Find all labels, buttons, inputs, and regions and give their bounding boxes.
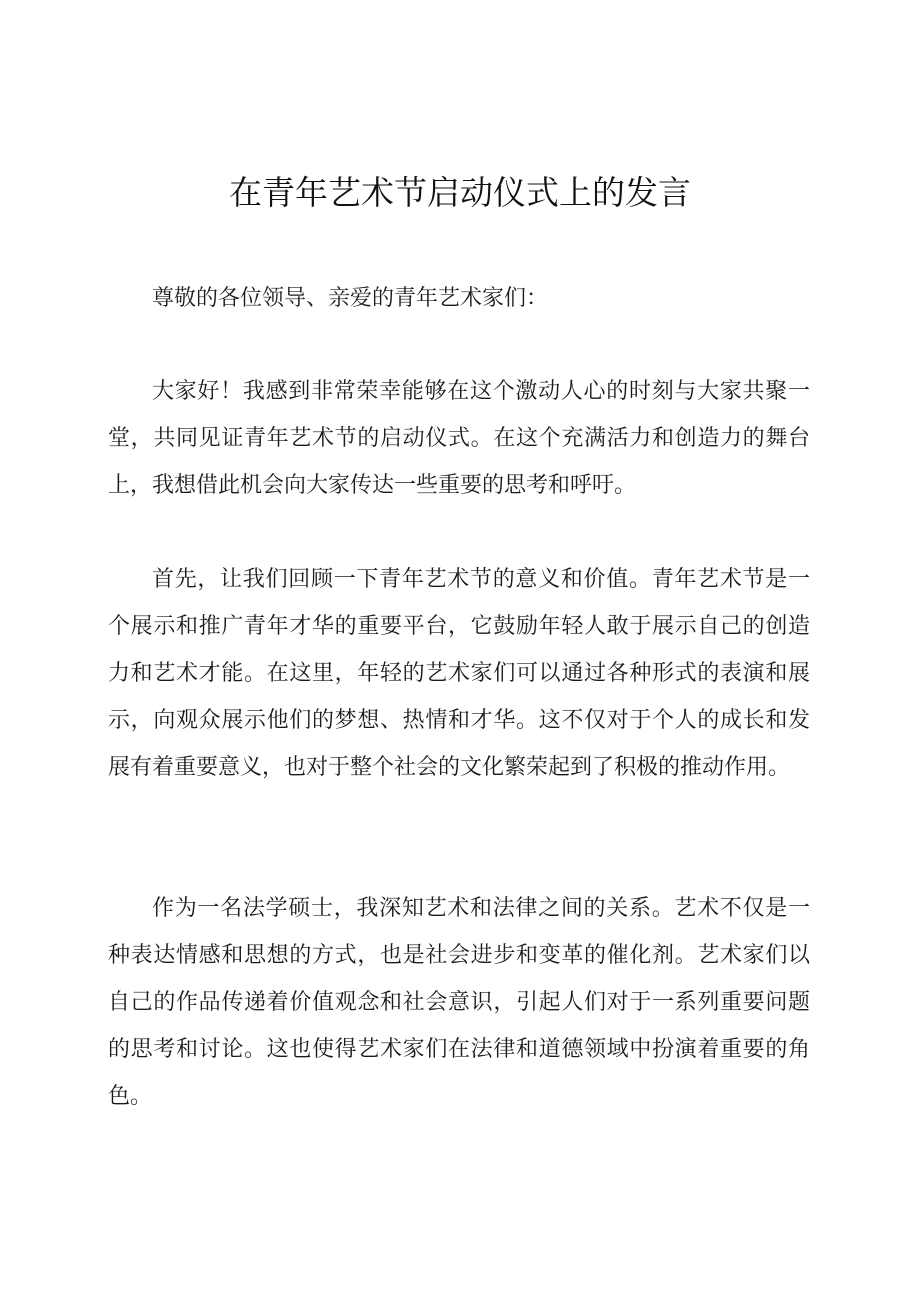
significance-paragraph: 首先，让我们回顾一下青年艺术节的意义和价值。青年艺术节是一个展示和推广青年才华的重要平台，它鼓励年轻人敢于展示自己的创造力和艺术才能。在这里，年轻的艺术家们可以通过各种形式的表演和展示，向观众展示他们的梦想、热情和才华。这不仅对于个人的成长和发展有着重要意义，也对于整个社会的文化繁荣起到了积极的推动作用。 [108,567,810,780]
document-title: 在青年艺术节启动仪式上的发言 [229,173,691,212]
salutation-paragraph: 尊敬的各位领导、亲爱的青年艺术家们： [152,286,549,311]
greeting-paragraph: 大家好！我感到非常荣幸能够在这个激动人心的时刻与大家共聚一堂，共同见证青年艺术节的启动仪式。在这个充满活力和创造力的舞台上，我想借此机会向大家传达一些重要的思考和呼吁。 [108,379,810,498]
art-and-law-paragraph: 作为一名法学硕士，我深知艺术和法律之间的关系。艺术不仅是一种表达情感和思想的方式，也是社会进步和变革的催化剂。艺术家们以自己的作品传递着价值观念和社会意识，引起人们对于一系列重要问题的思考和讨论。这也使得艺术家们在法律和道德领域中扮演着重要的角色。 [108,896,810,1109]
